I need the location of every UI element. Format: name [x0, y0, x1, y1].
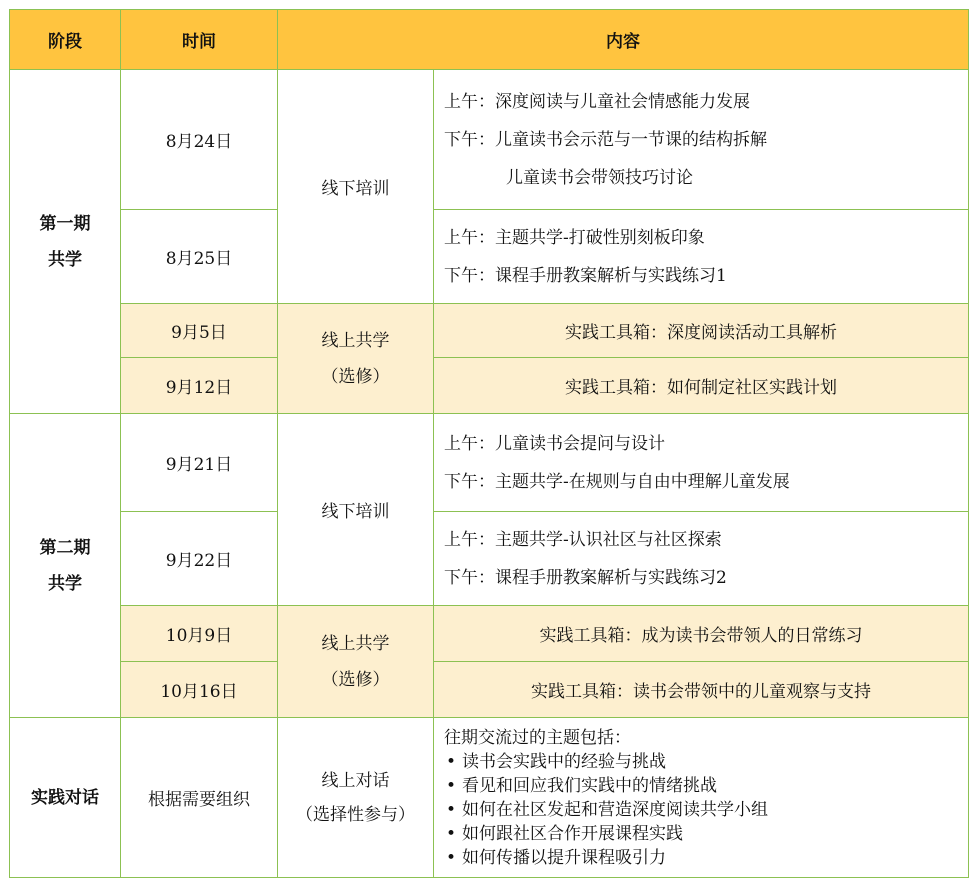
- table-row: [10, 304, 969, 358]
- list-item: [446, 822, 968, 846]
- table-row: [10, 606, 969, 662]
- mode-cell: 线下培训: [278, 414, 434, 606]
- bullet-icon: •: [446, 823, 457, 844]
- content-line: 上午：深度阅读与儿童社会情感能力发展: [444, 91, 750, 112]
- table-row: [10, 70, 969, 210]
- date-cell: 8月25日: [121, 210, 278, 304]
- bullet-icon: •: [446, 751, 457, 772]
- content-cell: 实践工具箱：如何制定社区实践计划: [434, 358, 969, 414]
- content-line: 下午：主题共学-在规则与自由中理解儿童发展: [444, 471, 790, 492]
- topic-text: 如何传播以提升课程吸引力: [462, 847, 666, 868]
- content-cell: [434, 210, 969, 304]
- date-cell: 10月9日: [121, 606, 278, 662]
- bullet-icon: •: [446, 847, 457, 868]
- date-cell: 9月12日: [121, 358, 278, 414]
- content-line: 下午：课程手册教案解析与实践练习2: [444, 567, 727, 588]
- date-cell: 10月16日: [121, 662, 278, 718]
- stage-label: 共学: [48, 249, 82, 270]
- date-cell: 8月24日: [121, 70, 278, 210]
- mode-note: （选择性参与）: [296, 804, 415, 825]
- table-row: [10, 718, 969, 878]
- content-cell: 实践工具箱：深度阅读活动工具解析: [434, 304, 969, 358]
- header-row: [10, 10, 969, 70]
- topic-text: 读书会实践中的经验与挑战: [462, 751, 666, 772]
- mode-cell: [278, 718, 434, 878]
- mode-label: 线上共学: [321, 633, 390, 654]
- content-cell: [434, 70, 969, 210]
- mode-note: （选修）: [321, 669, 390, 690]
- header-time: 时间: [121, 10, 278, 70]
- table-row: [10, 358, 969, 414]
- mode-cell: [278, 304, 434, 414]
- schedule-table: [9, 9, 969, 878]
- bullet-icon: •: [446, 799, 457, 820]
- stage-cell-phase2: [10, 414, 121, 718]
- content-line: 上午：儿童读书会提问与设计: [444, 433, 665, 454]
- mode-cell: [278, 606, 434, 718]
- bullet-icon: •: [446, 775, 457, 796]
- stage-label: 第一期: [39, 213, 91, 234]
- content-cell: [434, 414, 969, 512]
- mode-label: 线上共学: [321, 330, 390, 351]
- topic-text: 如何在社区发起和营造深度阅读共学小组: [462, 799, 768, 820]
- content-line: 儿童读书会带领技巧讨论: [506, 167, 693, 188]
- mode-label: 线上对话: [321, 770, 390, 791]
- content-cell: [434, 718, 969, 878]
- content-line: 下午：儿童读书会示范与一节课的结构拆解: [444, 129, 767, 150]
- list-item: [446, 774, 968, 798]
- table-row: [10, 512, 969, 606]
- list-item: [446, 750, 968, 774]
- date-cell: 9月22日: [121, 512, 278, 606]
- content-cell: 实践工具箱：读书会带领中的儿童观察与支持: [434, 662, 969, 718]
- date-cell: 9月21日: [121, 414, 278, 512]
- content-line: 上午：主题共学-认识社区与社区探索: [444, 529, 722, 550]
- header-content: 内容: [278, 10, 969, 70]
- header-stage: 阶段: [10, 10, 121, 70]
- topic-list: [444, 750, 968, 870]
- list-item: [446, 798, 968, 822]
- content-cell: [434, 512, 969, 606]
- content-line: 下午：课程手册教案解析与实践练习1: [444, 265, 727, 286]
- stage-cell-dialogue: 实践对话: [10, 718, 121, 878]
- stage-label: 共学: [48, 573, 82, 594]
- mode-cell: 线下培训: [278, 70, 434, 304]
- content-cell: 实践工具箱：成为读书会带领人的日常练习: [434, 606, 969, 662]
- table-row: [10, 414, 969, 512]
- time-cell: 根据需要组织: [121, 718, 278, 878]
- date-cell: 9月5日: [121, 304, 278, 358]
- topics-intro: 往期交流过的主题包括：: [444, 727, 631, 748]
- content-line: 上午：主题共学-打破性别刻板印象: [444, 227, 705, 248]
- mode-note: （选修）: [321, 366, 390, 387]
- stage-cell-phase1: [10, 70, 121, 414]
- table-row: [10, 662, 969, 718]
- list-item: [446, 846, 968, 870]
- stage-label: 第二期: [39, 537, 91, 558]
- topic-text: 看见和回应我们实践中的情绪挑战: [462, 775, 717, 796]
- topic-text: 如何跟社区合作开展课程实践: [462, 823, 683, 844]
- table-row: [10, 210, 969, 304]
